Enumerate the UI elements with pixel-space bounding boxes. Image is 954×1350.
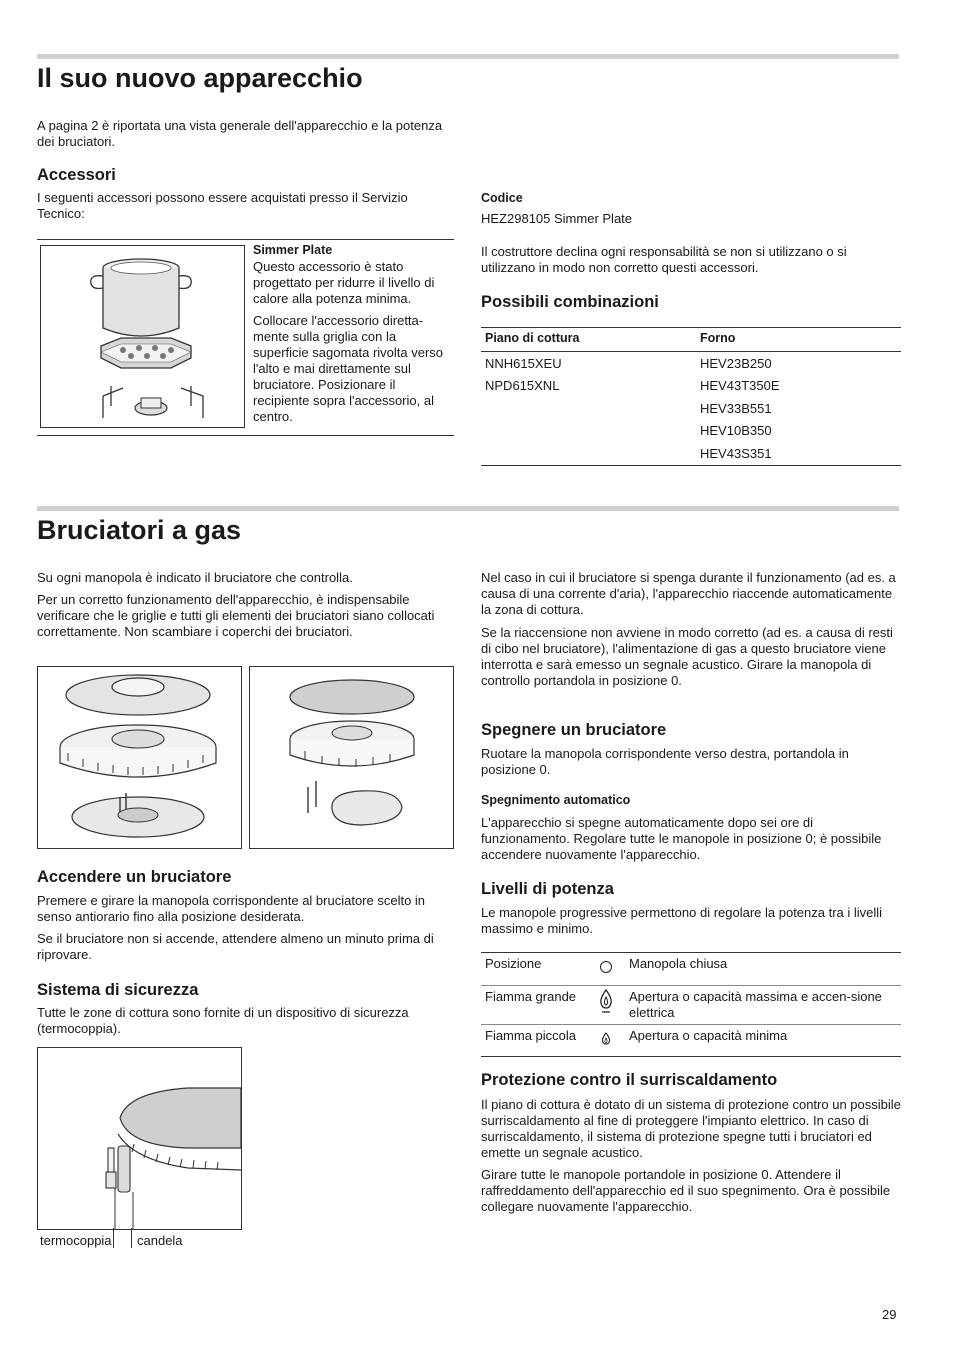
large-burner-illustration [37, 666, 242, 849]
divider [37, 239, 454, 240]
table-rule [481, 1056, 901, 1057]
auto-off-heading: Spegnimento automatico [481, 793, 631, 807]
level-name: Fiamma piccola [485, 1028, 577, 1043]
combinations-heading: Possibili combinazioni [481, 293, 659, 311]
oven-model: HEV23B250 [700, 356, 772, 371]
oven-model: HEV10B350 [700, 423, 772, 438]
page-number: 29 [882, 1307, 897, 1322]
simmer-plate-illustration [40, 245, 245, 428]
divider [37, 435, 454, 436]
oven-model: HEV43S351 [700, 446, 772, 461]
table-header-oven: Forno [700, 331, 736, 345]
section-title: Il suo nuovo apparecchio [37, 63, 363, 93]
body-text: Se la riaccensione non avviene in modo corretto (ad es. a causa di resti di cibo nel bruciatore), l'alimentazione di gas a questo bruciatore viene interrotta e sarà emesso un segnale acustico. Girare la manopola di controllo portandola in posizione 0. [481, 625, 893, 688]
section-title: Bruciatori a gas [37, 515, 242, 545]
body-text: Per un corretto funzionamento dell'apparecchio, è indispensabile verificare che le griglie e tutti gli elementi dei bruciatori siano collocati correttamente. Non scambiare i coperchi dei bruciatori. [37, 592, 435, 639]
pot-on-simmer-plate-icon [41, 246, 244, 427]
body-text: Il piano di cottura è dotato di un sistema di protezione contro un possibile surriscaldamento al fine di proteggere l'impianto elettrico. In caso di surriscaldamento, il sistema di protezione spegne tutti i bruciatori ed emette un segnale acustico. [481, 1097, 901, 1160]
oven-model: HEV43T350E [700, 378, 780, 393]
level-name: Fiamma grande [485, 989, 577, 1004]
label-leader [113, 1228, 114, 1248]
thermocouple-label: termocoppia [40, 1233, 112, 1248]
hob-model: NNH615XEU [485, 356, 562, 371]
disclaimer-text: Il costruttore declina ogni responsabilità se non si utilizzano o si utilizzano in modo non corretto questi accessori. [481, 244, 847, 275]
body-text: Ruotare la manopola corrispondente verso destra, portandola in posizione 0. [481, 746, 849, 777]
protection-heading: Protezione contro il surriscaldamento [481, 1071, 778, 1089]
body-text: Le manopole progressive permettono di regolare la potenza tra i livelli massimo e minimo. [481, 905, 883, 936]
burner-exploded-icon [38, 667, 241, 848]
body-text: Nel caso in cui il bruciatore si spenga durante il funzionamento (ad es. a causa di una corrente d'aria), l'apparecchio riaccende automaticamente la zona di cottura. [481, 570, 896, 617]
label-leader [131, 1228, 132, 1248]
levels-heading: Livelli di potenza [481, 880, 614, 898]
code-label: Codice [481, 191, 523, 205]
table-top-rule [481, 327, 901, 328]
simmer-plate-desc: Questo accessorio è stato progettato per ridurre il livello di calore alla potenza minima. [253, 259, 435, 306]
level-desc: Apertura o capacità massima e accen-sione elettrica [629, 989, 882, 1020]
body-text: Premere e girare la manopola corrispondente al bruciatore scelto in senso antiorario fino alla posizione desiderata. [37, 893, 426, 924]
accessories-heading: Accessori [37, 166, 116, 184]
level-name: Posizione [485, 956, 542, 971]
body-text: Su ogni manopola è indicato il bruciatore che controlla. [37, 570, 353, 585]
oven-model: HEV33B551 [700, 401, 772, 416]
table-rule [481, 1024, 901, 1025]
small-flame-icon [600, 1031, 612, 1047]
section-rule [37, 506, 899, 511]
code-value: HEZ298105 Simmer Plate [481, 211, 633, 226]
accessories-intro: I seguenti accessori possono essere acquistati presso il Servizio Tecnico: [37, 190, 408, 221]
table-rule [481, 985, 901, 986]
turnoff-heading: Spegnere un bruciatore [481, 721, 667, 739]
level-desc: Apertura o capacità minima [629, 1028, 788, 1043]
table-header-hob: Piano di cottura [485, 331, 580, 345]
body-text: Se il bruciatore non si accende, attendere almeno un minuto prima di riprovare. [37, 931, 434, 962]
table-header-rule [481, 351, 901, 352]
small-burner-illustration [249, 666, 454, 849]
body-text: Girare tutte le manopole portandole in posizione 0. Attendere il raffreddamento dell'apparecchio ed il suo spegnimento. Ora è possibile collegare nuovamente l'apparecchio. [481, 1167, 891, 1214]
intro-text: A pagina 2 è riportata una vista generale dell'apparecchio e la potenza dei bruciatori. [37, 118, 443, 149]
spark-plug-label: candela [137, 1233, 183, 1248]
body-text: Tutte le zone di cottura sono fornite di un dispositivo di sicurezza (termocoppia). [37, 1005, 409, 1036]
section-rule [37, 54, 899, 59]
burner-exploded-icon [250, 667, 453, 848]
table-bottom-rule [481, 465, 901, 466]
safety-heading: Sistema di sicurezza [37, 981, 199, 999]
level-desc: Manopola chiusa [629, 956, 728, 971]
off-position-icon [600, 961, 612, 973]
body-text: L'apparecchio si spegne automaticamente dopo sei ore di funzionamento. Regolare tutte le manopole in posizione 0; è possibile accendere nuovamente l'apparecchio. [481, 815, 882, 862]
table-rule [481, 952, 901, 953]
simmer-plate-title: Simmer Plate [253, 243, 333, 257]
large-flame-icon [598, 988, 614, 1014]
simmer-plate-instructions: Collocare l'accessorio diretta-mente sulla griglia con la superficie sagomata rivolta verso l'alto e mai direttamente sul bruciatore. Posizionare il recipiente sopra l'accessorio, al centro. [253, 313, 444, 424]
thermocouple-icon [38, 1048, 241, 1229]
thermocouple-illustration [37, 1047, 242, 1230]
hob-model: NPD615XNL [485, 378, 560, 393]
ignite-heading: Accendere un bruciatore [37, 868, 232, 886]
